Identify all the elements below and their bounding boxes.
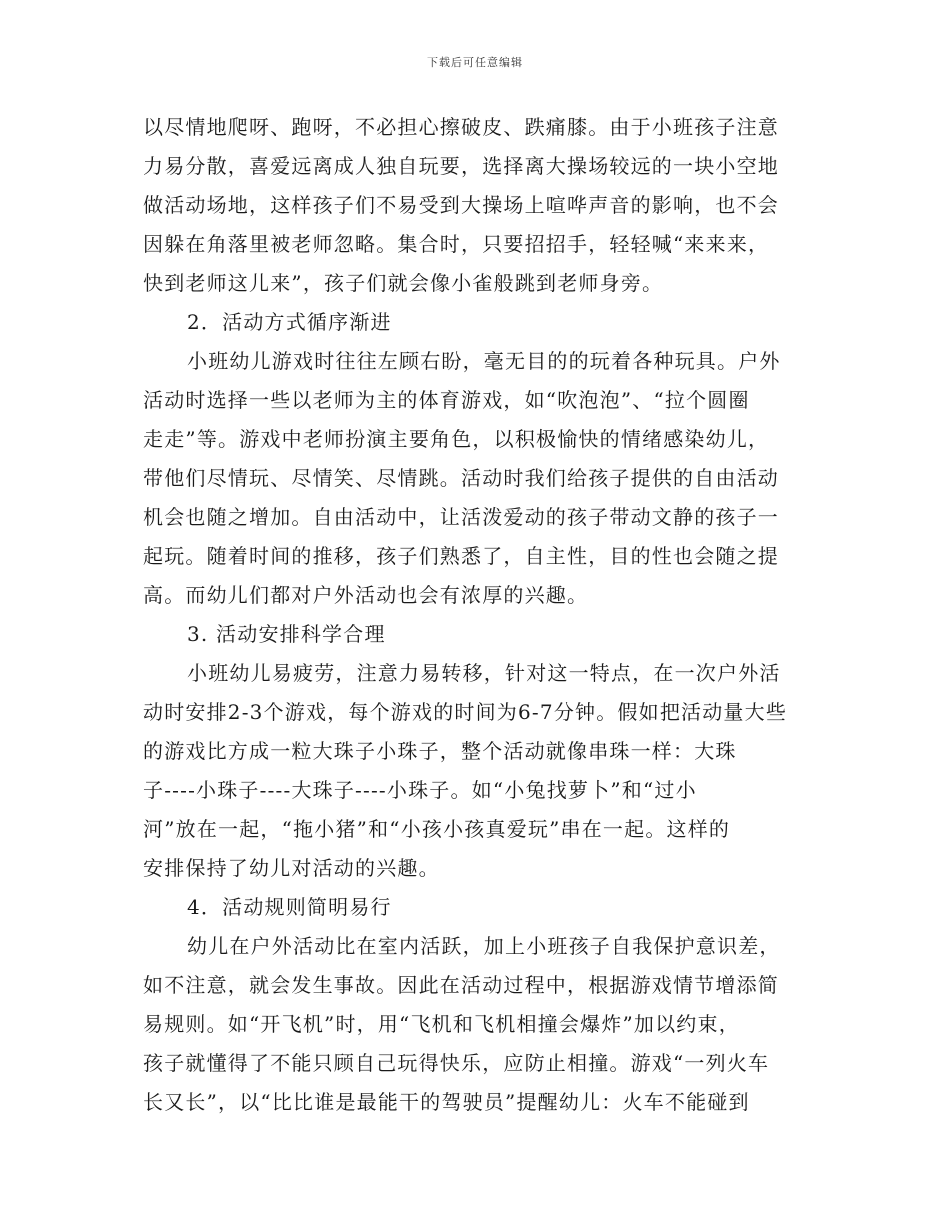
text-line: 力易分散，喜爱远离成人独自玩要，选择离大操场较远的一块小空地 [143, 154, 779, 178]
text-line: 小班幼儿易疲劳，注意力易转移，针对这一特点，在一次户外活 [187, 661, 781, 685]
text-line: 动时安排2-3个游戏，每个游戏的时间为6-7分钟。假如把活动量大些 [143, 700, 788, 724]
text-line: 因躲在角落里被老师忽略。集合时，只要招招手，轻轻喊“来来来， [143, 232, 770, 256]
text-line: 易规则。如“开飞机”时，用“飞机和飞机相撞会爆炸”加以约束， [143, 1012, 740, 1036]
text-line: 河”放在一起，“拖小猪”和“小孩小孩真爱玩”串在一起。这样的 [143, 817, 731, 841]
section-heading: 3. 活动安排科学合理 [187, 622, 386, 646]
text-line: 孩子就懂得了不能只顾自己玩得快乐，应防止相撞。游戏“一列火车 [143, 1051, 770, 1075]
text-line: 幼儿在户外活动比在室内活跃，加上小班孩子自我保护意识差， [187, 934, 781, 958]
text-line: 子----小珠子----大珠子----小珠子。如“小兔找萝卜”和“过小 [143, 778, 697, 802]
text-line: 如不注意，就会发生事故。因此在活动过程中，根据游戏情节增添简 [143, 973, 779, 997]
section-heading: 4．活动规则简明易行 [187, 895, 392, 919]
text-line: 以尽情地爬呀、跑呀，不必担心擦破皮、跌痛膝。由于小班孩子注意 [143, 115, 779, 139]
text-line: 高。而幼儿们都对户外活动也会有浓厚的兴趣。 [143, 583, 589, 607]
text-line: 快到老师这儿来”，孩子们就会像小雀般跳到老师身旁。 [143, 271, 664, 295]
text-line: 带他们尽情玩、尽情笑、尽情跳。活动时我们给孩子提供的自由活动 [143, 466, 779, 490]
text-line: 走走”等。游戏中老师扮演主要角色，以积极愉快的情绪感染幼儿， [143, 427, 770, 451]
text-line: 机会也随之增加。自由活动中，让活泼爱动的孩子带动文静的孩子一 [143, 505, 779, 529]
text-line: 活动时选择一些以老师为主的体育游戏，如“吹泡泡”、“拉个圆圈 [143, 388, 750, 412]
text-line: 安排保持了幼儿对活动的兴趣。 [143, 856, 440, 880]
text-line: 长又长”，以“比比谁是最能干的驾驶员”提醒幼儿：火车不能碰到 [143, 1090, 750, 1114]
text-line: 做活动场地，这样孩子们不易受到大操场上喧哗声音的影响，也不会 [143, 193, 779, 217]
section-heading: 2．活动方式循序渐进 [187, 310, 392, 334]
text-line: 小班幼儿游戏时往往左顾右盼，毫无目的的玩着各种玩具。户外 [187, 349, 781, 373]
text-line: 的游戏比方成一粒大珠子小珠子，整个活动就像串珠一样：大珠 [143, 739, 737, 763]
document-body [143, 108, 811, 1122]
text-line: 起玩。随着时间的推移，孩子们熟悉了，自主性，目的性也会随之提 [143, 544, 779, 568]
page-header: 下载后可任意编辑 [427, 56, 523, 69]
